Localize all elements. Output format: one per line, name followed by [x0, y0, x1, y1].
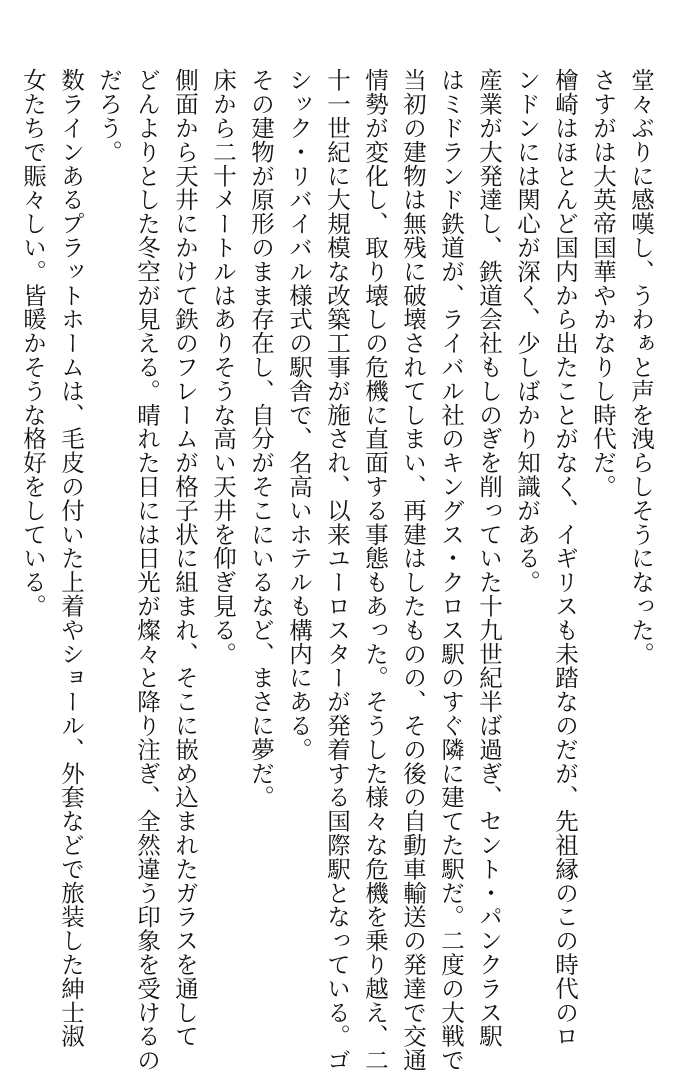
vertical-text-body	[14, 68, 660, 1072]
text-line-2: さすがは大英帝国華やかなりし時代だ。	[589, 68, 617, 499]
text-line-7: 当初の建物は無残に破壊されてしまい、再建はしたものの、その後の自動車輸送の発達で交通	[399, 68, 427, 1072]
text-line-1: 堂々ぶりに感嘆し、うわぁと声を洩らしそうになった。	[627, 68, 655, 666]
text-line-14: どんよりとした冬空が見える。晴れた日には日光が燦々と降り注ぎ、全然違う印象を受けるの	[133, 68, 161, 1072]
text-line-3: 檜崎はほとんど国内から出たことがなく、イギリスも未踏なのだが、先祖縁のこの時代のロ	[551, 68, 579, 1048]
text-line-9: 十一世紀に大規模な改築工事が施され、以来ユーロスターが発着する国際駅となっている。ゴ	[323, 68, 351, 1072]
text-line-8: 情勢が変化し、取り壊しの危機に直面する事態もあった。そうした様々な危機を乗り越え、二	[361, 68, 389, 1072]
text-line-12: 床から二十メートルはありそうな高い天井を仰ぎ見る。	[209, 68, 237, 666]
text-line-10: シック・リバイバル様式の駅舎で、名高いホテルも構内にある。	[285, 68, 313, 762]
text-line-5: 産業が大発達し、鉄道会社もしのぎを削っていた十九世紀半ば過ぎ、セント・パンクラス駅	[475, 68, 503, 1048]
text-line-4: ンドンには関心が深く、少しばかり知識がある。	[513, 68, 541, 594]
text-line-17: 女たちで賑々しい。皆暖かそうな格好をしている。	[19, 68, 47, 618]
text-line-15: だろう。	[95, 68, 123, 164]
text-line-13: 側面から天井にかけて鉄のフレームが格子状に組まれ、そこに嵌め込まれたガラスを通して	[171, 68, 199, 1048]
text-line-11: その建物が原形のまま存在し、自分がそこにいるなど、まさに夢だ。	[247, 68, 275, 809]
text-line-16: 数ラインあるプラットホームは、毛皮の付いた上着やショール、外套などで旅装した紳士淑	[57, 68, 85, 1048]
text-line-6: はミドランド鉄道が、ライバル社のキングス・クロス駅のすぐ隣に建てた駅だ。二度の大戦で	[437, 68, 465, 1072]
